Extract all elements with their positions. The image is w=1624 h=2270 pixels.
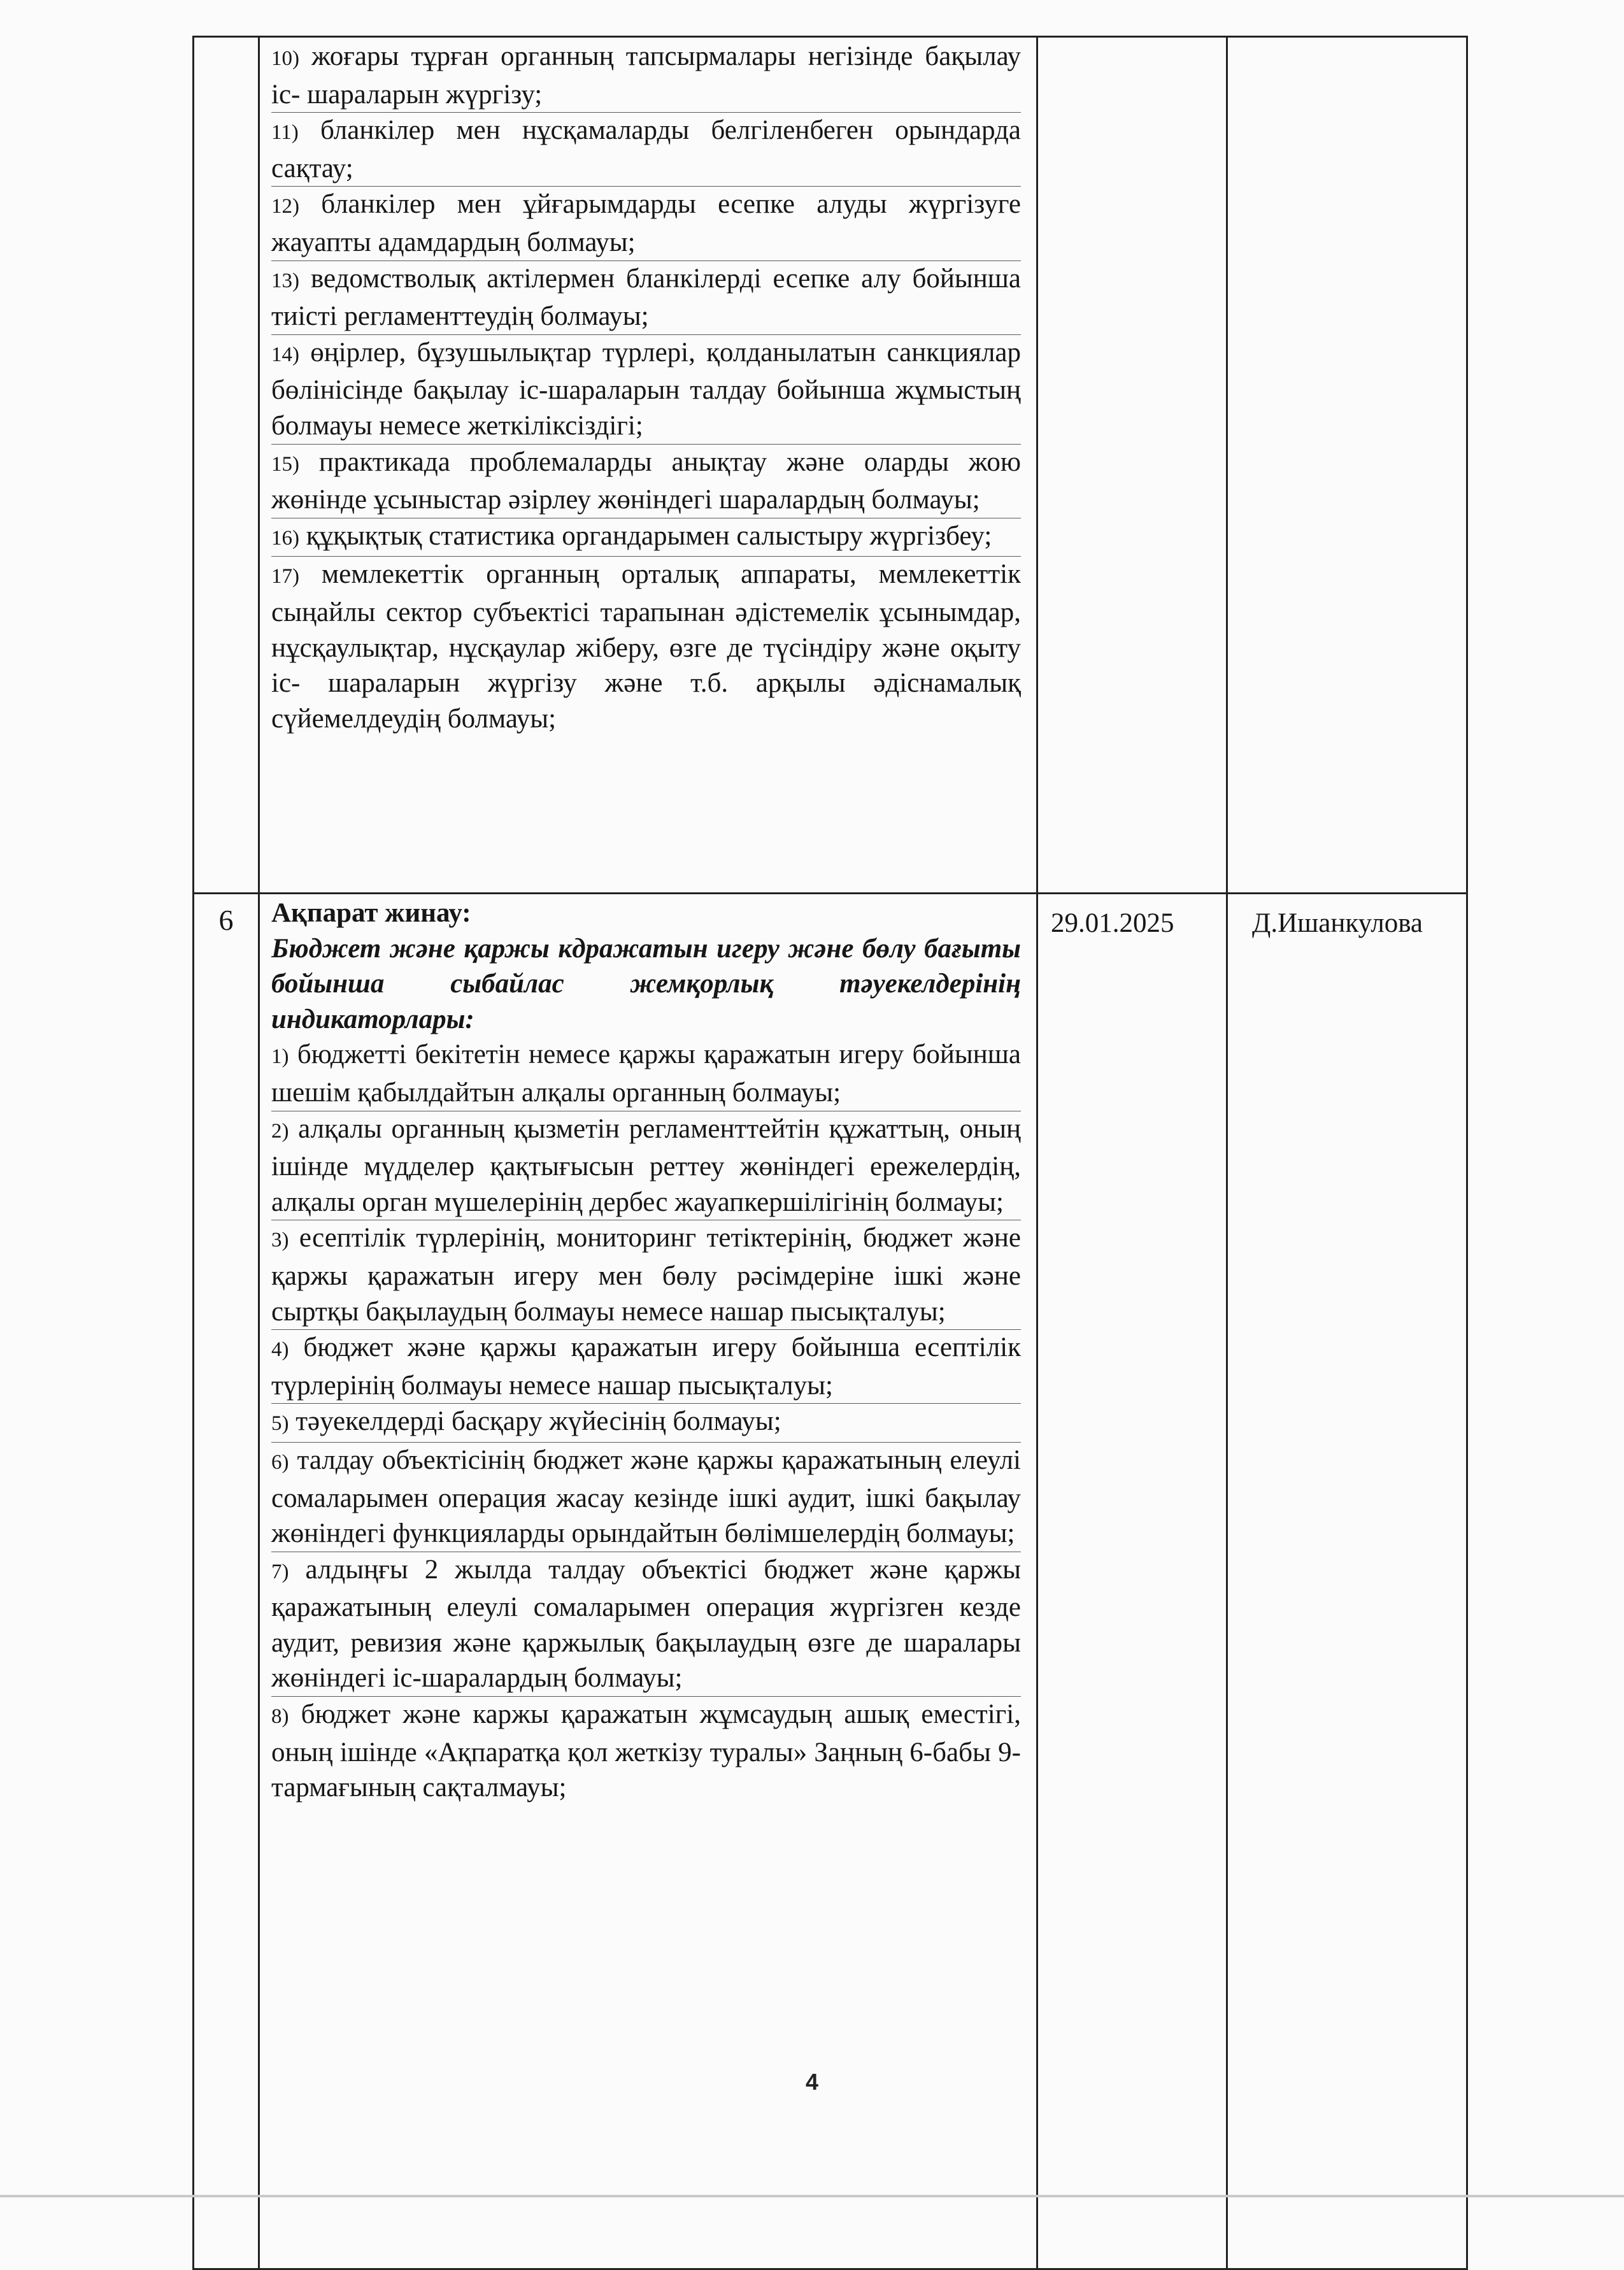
list-item (271, 518, 1021, 557)
item-text: есептілік түрлерінің, мониторинг тетіктерінің, бюджет және қаржы қаражатын игеру мен бөлу рәсімдеріне ішкі және сыртқы бақылаудың болмауы немесе нашар пысықталуы; (271, 1223, 1022, 1327)
item-text: тәуекелдерді басқару жүйесінің болмауы; (296, 1406, 781, 1437)
item-number: 13) (271, 269, 299, 292)
plan-table (192, 36, 1468, 2270)
responsible-cell (1227, 894, 1467, 2269)
scan-edge (0, 2195, 1624, 2197)
item-number: 17) (271, 565, 299, 589)
list-item (271, 112, 1021, 186)
date-cell (1037, 37, 1227, 894)
item-number: 4) (271, 1338, 289, 1362)
list-item (271, 1442, 1021, 1552)
item-text: алқалы органның қызметін регламенттейтін құжаттың, оның ішінде мүдделер қақтығысын реттеу жөніндегі ережелердің, алқалы орган мүшелерінің дербес жауапкершілігінің болмауы; (271, 1113, 1021, 1217)
item-number: 11) (271, 121, 299, 145)
date-cell (1037, 894, 1227, 2269)
responsible-person: Д.Ишанкулова (1252, 908, 1423, 938)
list-item (271, 261, 1021, 334)
list-item (271, 1037, 1021, 1110)
item-text: алдыңғы 2 жылда талдау объектісі бюджет және қаржы қаражатының елеулі сомаларымен операция жүргізген кезде аудит, ревизия және қаржылық бақылаудың өзге де шаралары жөніндегі іс-шаралардың болмауы; (271, 1554, 1021, 1694)
measure-cell (259, 894, 1037, 2269)
item-text: талдау объектісінің бюджет және қаржы қаражатының елеулі сомаларымен операция жасау кезінде ішкі аудит, ішкі бақылау жөніндегі функцияларды орындайтын бөлімшелердің болмауы; (271, 1445, 1022, 1549)
list-item (271, 186, 1021, 260)
item-text: мемлекеттік органның орталық аппараты, мемлекеттік сыңайлы сектор субъектісі тарапынан әдістемелік ұсынымдар, нұсқаулықтар, нұсқаулар жіберу, өзге де түсіндіру және оқыту іс- шараларын жүргізу және т.б. арқылы әдіснамалық сүйемелдеудің болмауы; (271, 559, 1021, 734)
table-row (194, 37, 1467, 894)
item-number: 12) (271, 195, 299, 218)
item-number: 7) (271, 1560, 289, 1583)
section-heading: Ақпарат жинау: (271, 898, 471, 928)
list-item (271, 39, 1021, 112)
list-item (271, 1329, 1021, 1403)
due-date: 29.01.2025 (1051, 908, 1174, 938)
item-number: 15) (271, 452, 299, 476)
list-item (271, 1552, 1021, 1696)
item-number: 16) (271, 526, 299, 550)
row-number-cell (194, 894, 259, 2269)
list-item (271, 1220, 1021, 1329)
list-item (271, 1111, 1021, 1220)
indicator-list (271, 1037, 1021, 1805)
item-text: практикада проблемаларды анықтау және оларды жою жөнінде ұсыныстар әзірлеу жөніндегі шаралардың болмауы; (271, 446, 1021, 515)
item-number: 5) (271, 1412, 289, 1436)
item-number: 10) (271, 47, 299, 70)
page-number: 4 (805, 2069, 819, 2095)
section-subheading: Бюджет және қаржы кдражатын игеру және бөлу бағыты бойынша сыбайлас жемқорлық тәуекелдерінің индикаторлары: (271, 933, 1021, 1034)
item-text: бланкілер мен нұсқамаларды белгіленбеген орындарда сақтау; (271, 115, 1021, 183)
item-text: бюджет және қаржы қаражатын игеру бойынша есептілік түрлерінің болмауы немесе нашар пысықталуы; (271, 1332, 1022, 1401)
item-text: құқықтық статистика органдарымен салыстыру жүргізбеу; (306, 520, 992, 551)
item-number: 3) (271, 1229, 289, 1252)
responsible-cell (1227, 37, 1467, 894)
table-row (194, 894, 1467, 2269)
list-item (271, 1403, 1021, 1442)
indicator-list (260, 38, 1036, 736)
item-text: ведомстволық актілермен бланкілерді есепке алу бойынша тиісті регламенттеудің болмауы; (271, 263, 1022, 332)
item-number: 14) (271, 343, 299, 366)
item-number: 2) (271, 1119, 289, 1143)
item-text: бюджет және каржы қаражатын жұмсаудың ашық еместігі, оның ішінде «Ақпаратқа қол жеткізу туралы» Заңның 6-бабы 9-тармағының сақталмауы; (271, 1699, 1021, 1803)
row-number: 6 (218, 904, 234, 936)
list-item (271, 444, 1021, 518)
item-number: 6) (271, 1450, 289, 1474)
item-text: бланкілер мен ұйғарымдарды есепке алуды жүргізуге жауапты адамдардың болмауы; (271, 189, 1021, 257)
item-text: өңірлер, бұзушылықтар түрлері, қолданылатын санкциялар бөлінісінде бақылау іс-шараларын талдау бойынша жұмыстың болмауы немесе жеткіліксіздігі; (271, 337, 1021, 441)
item-number: 8) (271, 1705, 289, 1729)
list-item (271, 1696, 1021, 1806)
item-number: 1) (271, 1045, 289, 1069)
list-item (271, 334, 1021, 444)
list-item (271, 556, 1021, 736)
item-text: жоғары тұрған органның тапсырмалары негізінде бақылау іс- шараларын жүргізу; (271, 41, 1022, 110)
item-text: бюджетті бекітетін немесе қаржы қаражатын игеру бойынша шешім қабылдайтын алқалы органның болмауы; (271, 1039, 1021, 1108)
row-number-cell (194, 37, 259, 894)
measure-cell (259, 37, 1037, 894)
